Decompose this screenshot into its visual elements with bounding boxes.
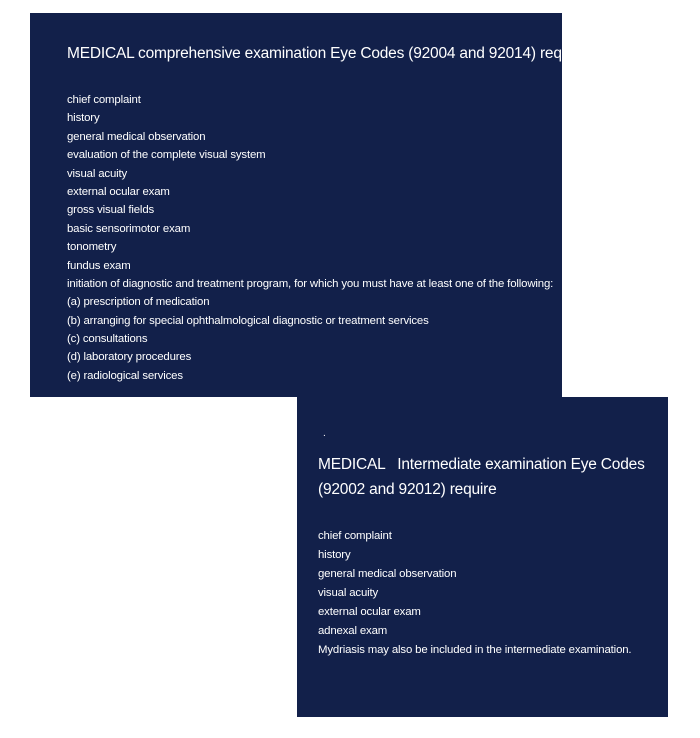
comprehensive-exam-panel xyxy=(30,13,587,397)
list-item: adnexal exam xyxy=(318,625,388,637)
list-item: general medical observation xyxy=(67,130,206,143)
list-item: history xyxy=(318,549,351,561)
bullet-dot: . xyxy=(323,428,326,439)
list-item: visual acuity xyxy=(67,167,128,180)
intermediate-requirements-list xyxy=(318,527,631,660)
list-item: general medical observation xyxy=(318,568,457,580)
list-item: gross visual fields xyxy=(67,204,155,217)
intermediate-exam-title xyxy=(318,452,658,502)
list-item: (c) consultations xyxy=(67,333,148,346)
intermediate-title-line-1: MEDICAL Intermediate examination Eye Codes xyxy=(318,456,645,473)
list-item: initiation of diagnostic and treatment program, for which you must have at least one of the following: xyxy=(67,277,554,290)
intermediate-title-line-2: (92002 and 92012) require xyxy=(318,481,497,498)
list-item: Mydriasis may also be included in the intermediate examination. xyxy=(318,644,632,656)
list-item: chief complaint xyxy=(318,530,392,542)
comprehensive-requirements-list xyxy=(67,91,553,385)
list-item: visual acuity xyxy=(318,587,379,599)
list-item: fundus exam xyxy=(67,259,131,272)
list-item: history xyxy=(67,112,100,125)
list-item: basic sensorimotor exam xyxy=(67,222,191,235)
intermediate-exam-panel xyxy=(297,397,668,717)
list-item: tonometry xyxy=(67,241,117,254)
list-item: external ocular exam xyxy=(67,185,170,198)
list-item: (a) prescription of medication xyxy=(67,296,210,309)
list-item: evaluation of the complete visual system xyxy=(67,149,266,162)
list-item: (d) laboratory procedures xyxy=(67,351,192,364)
list-item: chief complaint xyxy=(67,94,141,106)
list-item: external ocular exam xyxy=(318,606,421,618)
list-item: (e) radiological services xyxy=(67,369,183,382)
comprehensive-exam-title: MEDICAL comprehensive examination Eye Codes (92004 and 92014) require xyxy=(67,45,587,62)
list-item: (b) arranging for special ophthalmological diagnostic or treatment services xyxy=(67,314,429,327)
